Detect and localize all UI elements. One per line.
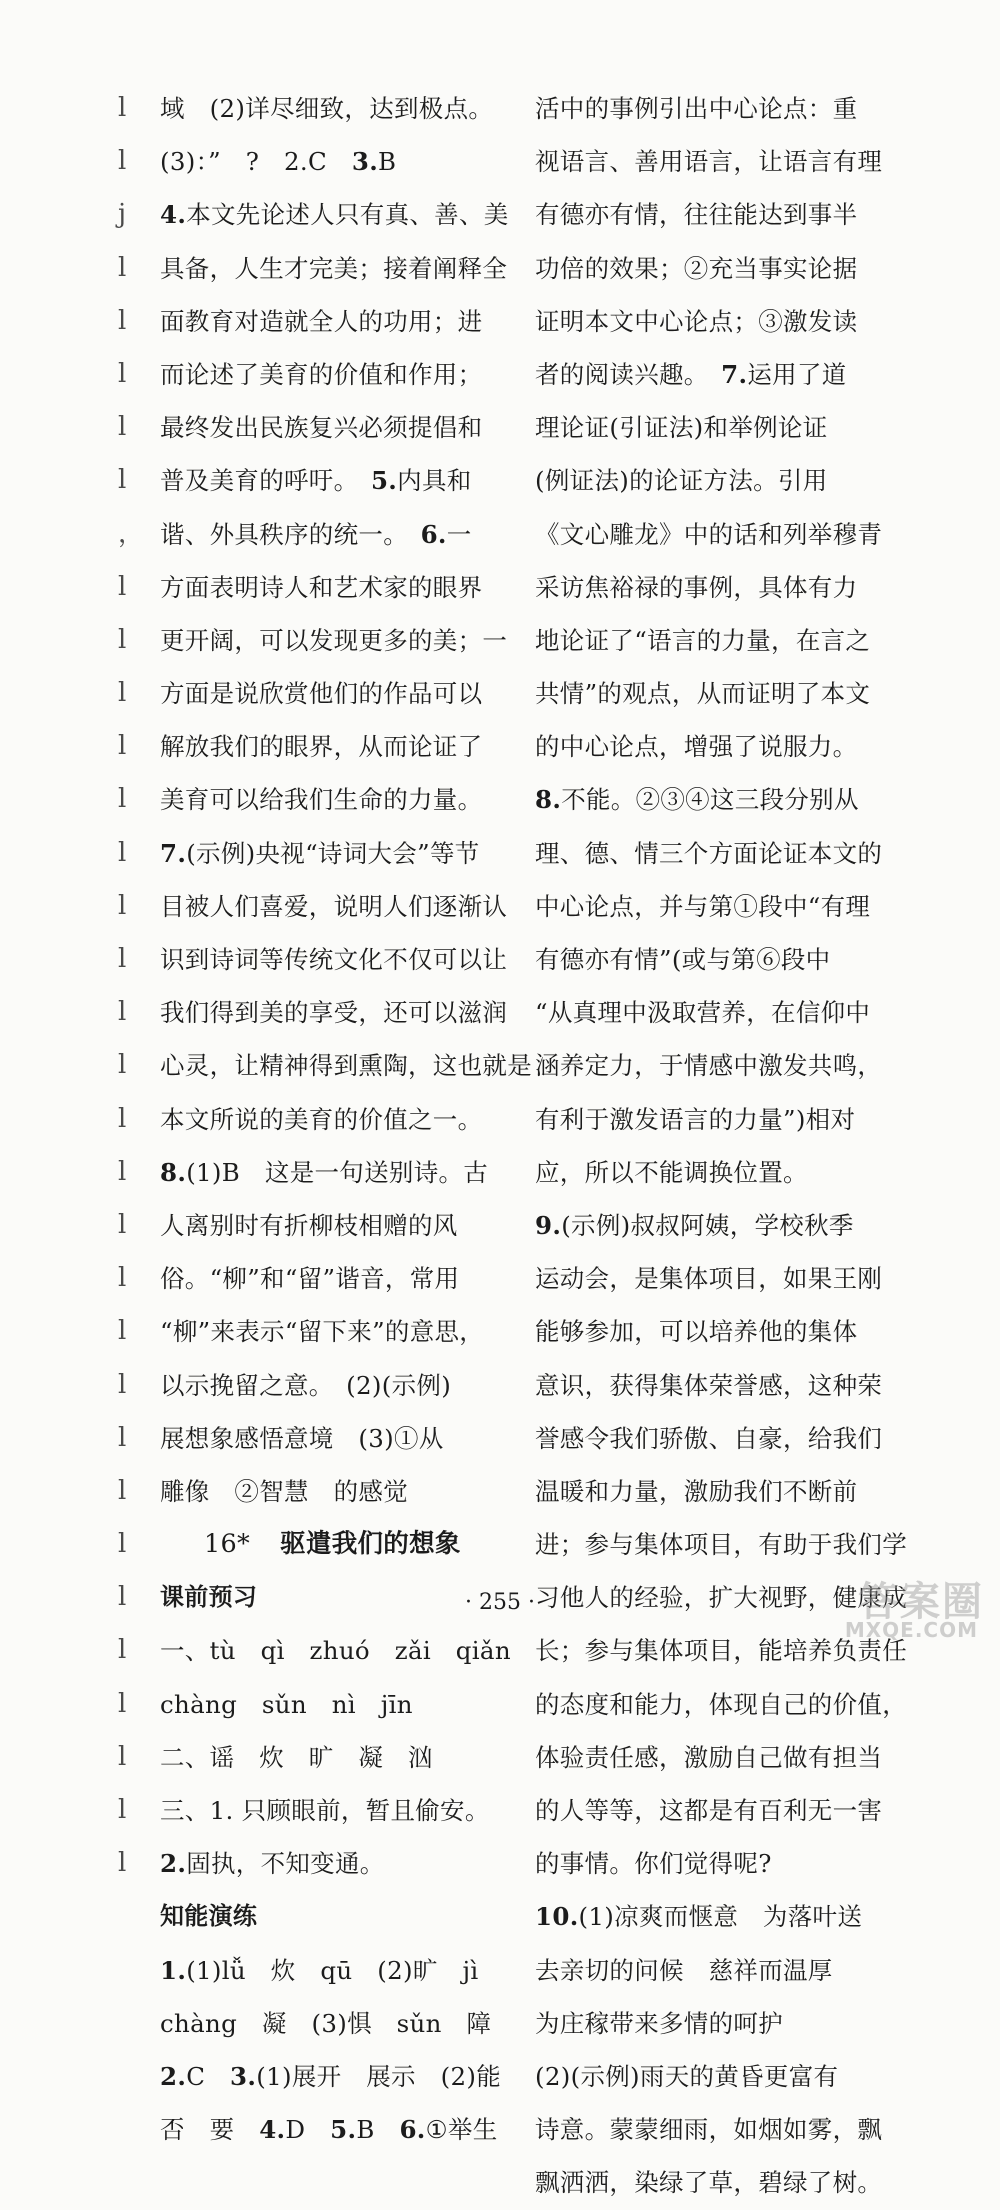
right-line [535,614,870,667]
line-text: 进；参与集体项目，有助于我们学 [535,1530,907,1560]
watermark-logo [828,1570,988,1650]
line-text: B [378,147,397,177]
line-text: 者的阅读兴趣。 [535,359,722,389]
gutter-fragment: l [118,784,127,815]
practice-heading: 知能演练 [160,1902,258,1931]
preview-last-text: 固执，不知变通。 [186,1849,385,1879]
gutter-fragment: l [118,1209,127,1240]
left-line [160,614,508,667]
line-text: chàng 凝 (3)惧 sǔn 障 [160,2008,492,2038]
left-line [160,1199,500,1252]
line-text: 《文心雕龙》中的话和列举穆青 [535,519,883,549]
left-line [160,1039,532,1092]
gutter-fragment: l [118,1422,127,1453]
line-text: 长；参与集体项目，能培养负责任 [535,1636,907,1666]
gutter-fragment: l [118,146,127,177]
right-line [535,1199,870,1252]
line-text: (1)lǚ 炊 qū (2)旷 jì [186,1955,479,1985]
line-text: 以示挽留之意。 (2)(示例) [160,1370,452,1400]
watermark-text: 答案圈 [858,1579,984,1625]
gutter-fragment: l [118,1475,127,1506]
right-line [535,1944,870,1997]
item-number: 4. [160,200,187,230]
line-text: 面教育对造就全人的功用；进 [160,306,483,336]
line-text: (示例)央视“诗词大会”等节 [186,838,480,868]
left-line [160,827,500,880]
gutter-fragment: l [118,93,127,123]
gutter-fragment: l [118,1582,127,1613]
preview-line [160,1731,500,1784]
left-line [160,1465,500,1518]
left-line [160,508,500,561]
right-line [535,933,870,986]
left-line [160,933,508,986]
line-text: 诗意。蒙蒙细雨，如烟如雾，飘 [535,2115,883,2145]
line-text: 活中的事例引出中心论点：重 [535,94,858,123]
right-line [535,880,870,933]
item-number: 7. [721,359,748,389]
line-text: 一 [446,519,472,549]
right-line [535,454,870,507]
preview-line [160,1678,500,1731]
line-text: chàng sǔn nì jīn [160,1689,413,1719]
right-line [535,773,870,826]
right-line [535,2156,883,2209]
right-line [535,667,870,720]
line-text: 体验责任感，激励自己做有担当 [535,1742,883,1772]
line-text: 地论证了“语言的力量，在言之 [535,625,871,655]
line-text: 理论证(引证法)和举例论证 [535,413,828,443]
gutter-fragment: l [118,465,127,496]
line-text: C [186,2061,231,2091]
left-line [160,986,508,1039]
item-number: 5. [330,2115,357,2145]
left-line [160,1252,500,1305]
right-line [535,242,870,295]
right-line [535,827,883,880]
item-number: 9. [535,1210,562,1240]
preview-lines [160,1624,511,1837]
gutter-fragment: l [118,1156,127,1187]
left-line [160,1359,500,1412]
line-text: D [285,2115,331,2145]
line-text: 内具和 [397,466,472,496]
item-number: 6. [420,519,447,549]
gutter-fragment: l [118,1848,127,1879]
gutter-fragment: l [118,1741,127,1772]
binding-gutter-fragments [118,82,144,1890]
line-text: 有德亦有情，往往能达到事半 [535,200,858,230]
right-line [535,135,883,188]
line-text: 三、1. 只顾眼前，暂且偷安。 [160,1796,490,1825]
gutter-fragment: l [118,997,127,1028]
gutter-fragment: l [118,305,127,336]
gutter-fragment: l [118,624,127,655]
line-text: 能够参加，可以培养他的集体 [535,1317,858,1347]
right-column [535,82,907,2210]
gutter-fragment: l [118,1529,127,1560]
gutter-fragment: l [118,1795,127,1825]
line-text: 采访焦裕禄的事例，具体有力 [535,572,858,602]
line-text: 有德亦有情”(或与第⑥段中 [535,945,831,974]
line-text: 俗。“柳”和“留”谐音，常用 [160,1264,460,1294]
left-line [160,348,500,401]
line-text: 我们得到美的享受，还可以滋润 [160,998,508,1028]
gutter-fragment: l [118,1635,127,1666]
gutter-fragment: l [118,358,127,389]
left-line [160,1412,500,1465]
line-text: 而论述了美育的价值和作用； [160,359,483,389]
left-line [160,720,500,773]
line-text: 去亲切的问候 慈祥而温厚 [535,1955,833,1985]
line-text: 中心论点，并与第①段中“有理 [535,891,871,921]
right-line [535,1678,907,1731]
line-text: 共情”的观点，从而证明了本文 [535,679,871,709]
line-text: (3)：” ? 2.C [160,147,352,177]
item-number: 2. [160,2061,187,2091]
right-line [535,1837,870,1890]
line-text: 谐、外具秩序的统一。 [160,519,421,549]
line-text: 的中心论点，增强了说服力。 [535,732,858,762]
line-text: 雕像 ②智慧 的感觉 [160,1476,408,1506]
practice-line [160,1997,500,2050]
line-text: ①举生 [425,2115,498,2145]
item-number: 2. [160,1849,187,1879]
item-number: 3. [230,2061,257,2091]
line-text: 域 (2)详尽细致，达到极点。 [160,94,494,123]
right-line [535,188,870,241]
line-text: 方面是说欣赏他们的作品可以 [160,679,483,709]
line-text: (示例)叔叔阿姨，学校秋季 [561,1210,854,1240]
gutter-fragment: l [118,1103,127,1134]
left-line [160,667,500,720]
left-line [160,82,500,135]
right-line [535,2103,883,2156]
line-text: 最终发出民族复兴必须提倡和 [160,413,483,443]
right-line [535,401,870,454]
line-text: 一、tù qì zhuó zǎi qiǎn [160,1636,511,1666]
right-line [535,1890,870,1943]
page-number: · 255 · [465,1590,535,1615]
line-text: 习他人的经验，扩大视野，健康成 [535,1583,907,1613]
right-line [535,1412,883,1465]
right-line [535,1465,870,1518]
left-line [160,773,500,826]
item-number: 8. [160,1157,187,1187]
preview-line [160,1784,500,1837]
left-answer-lines [160,82,532,1518]
practice-line [160,2050,500,2103]
gutter-fragment: l [118,837,127,868]
line-text: 本文先论述人只有真、善、美 [186,200,509,230]
line-text: 誉感令我们骄傲、自豪，给我们 [535,1423,883,1453]
right-line [535,1305,870,1358]
item-number: 3. [351,147,379,177]
left-line [160,1146,500,1199]
item-number: 1. [160,1955,187,1985]
line-text: 的人等等，这都是有百利无一害 [535,1796,883,1825]
right-line [535,720,870,773]
item-number: 5. [370,466,398,496]
line-text: 运动会，是集体项目，如果王刚 [535,1264,883,1294]
gutter-fragment: l [118,944,127,974]
right-line [535,1731,883,1784]
line-text: 本文所说的美育的价值之一。 [160,1104,483,1134]
line-text: (1)凉爽而惬意 为落叶送 [578,1902,863,1932]
left-line [160,1093,500,1146]
right-line [535,1784,883,1837]
line-text: 的态度和能力，体现自己的价值， [535,1689,907,1719]
left-column [160,82,532,2156]
line-text: 美育可以给我们生命的力量。 [160,785,483,815]
gutter-fragment: l [118,252,127,283]
line-text: 功倍的效果；②充当事实论据 [535,253,858,283]
gutter-fragment: l [118,1369,127,1400]
line-text: 解放我们的眼界，从而论证了 [160,732,483,762]
line-text: 否 要 [160,2115,260,2145]
gutter-fragment: l [118,890,127,921]
right-line [535,295,870,348]
line-text: 普及美育的呼吁。 [160,466,371,496]
line-text: 目被人们喜爱，说明人们逐渐认 [160,891,508,921]
right-line [535,1518,907,1571]
gutter-fragment: l [118,571,127,602]
line-text: (1)B 这是一句送别诗。古 [186,1157,489,1187]
item-number: 7. [160,838,187,868]
line-text: 展想象感悟意境 (3)①从 [160,1423,444,1453]
line-text: 的事情。你们觉得呢? [535,1849,772,1879]
right-line [535,2050,870,2103]
section-title-text: 驱遣我们的想象 [280,1529,461,1560]
line-text: B [356,2115,400,2145]
practice-line [160,1944,500,1997]
left-line [160,295,500,348]
line-text: 理、德、情三个方面论证本文的 [535,838,883,868]
line-text: (例证法)的论证方法。引用 [535,466,828,496]
left-line [160,188,509,241]
right-line [535,986,870,1039]
line-text: 具备，人生才完美；接着阐释全 [160,253,508,283]
gutter-fragment: ， [118,518,145,549]
line-text: “柳”来表示“留下来”的意思， [160,1317,485,1347]
line-text: 识到诗词等传统文化不仅可以让 [160,945,508,974]
line-text: (1)展开 展示 (2)能 [256,2061,502,2091]
line-text: “从真理中汲取营养，在信仰中 [535,998,871,1028]
gutter-fragment: l [118,731,127,762]
preview-last-line [160,1837,500,1890]
line-text: 不能。②③④这三段分别从 [561,785,859,815]
right-line [535,82,870,135]
preview-heading: 课前预习 [160,1583,258,1612]
left-line [160,242,508,295]
gutter-fragment: l [118,1050,127,1081]
line-text: (2)(示例)雨天的黄昏更富有 [535,2061,839,2091]
section-number: 16* [204,1529,251,1560]
gutter-fragment: l [118,1263,127,1294]
gutter-fragment: l [118,1316,127,1347]
left-line [160,135,500,188]
line-text: 意识，获得集体荣誉感，这种荣 [535,1370,883,1400]
section-title [160,1518,500,1571]
right-line [535,1252,883,1305]
left-line [160,561,500,614]
right-line [535,508,883,561]
left-line [160,880,508,933]
item-number: 4. [259,2115,286,2145]
gutter-fragment: l [118,678,127,709]
gutter-fragment: l [118,1688,127,1719]
line-text: 方面表明诗人和艺术家的眼界 [160,572,483,602]
line-text: 二、谣 炊 旷 凝 汹 [160,1742,433,1772]
right-line [535,1093,870,1146]
line-text: 证明本文中心论点；③激发读 [535,306,858,336]
line-text: 应，所以不能调换位置。 [535,1157,808,1187]
line-text: 更开阔，可以发现更多的美；一 [160,625,508,655]
watermark-url: MXQE.COM [844,1618,978,1642]
line-text: 涵养定力，于情感中激发共鸣， [535,1051,883,1081]
right-line [535,1359,883,1412]
right-line [535,1039,883,1092]
preview-line [160,1624,511,1677]
left-line [160,1305,500,1358]
right-line [535,1624,907,1677]
gutter-fragment: j [118,199,127,230]
item-number: 6. [399,2115,426,2145]
left-line [160,454,500,507]
practice-lines [160,1944,500,2157]
line-text: 温暖和力量，激励我们不断前 [535,1476,858,1506]
item-number: 10. [535,1902,579,1932]
left-line [160,401,500,454]
line-text: 为庄稼带来多情的呵护 [535,2008,783,2038]
line-text: 运用了道 [747,359,847,389]
line-text: 心灵，让精神得到熏陶，这也就是 [160,1051,532,1081]
gutter-fragment: l [118,412,127,443]
line-text: 视语言、善用语言，让语言有理 [535,147,883,177]
item-number: 8. [535,785,562,815]
line-text: 飘洒洒，染绿了草，碧绿了树。 [535,2168,883,2198]
right-line [535,1997,870,2050]
right-line [535,1146,870,1199]
practice-line [160,2103,500,2156]
right-line [535,348,870,401]
line-text: 有利于激发语言的力量”)相对 [535,1104,856,1134]
line-text: 人离别时有折柳枝相赠的风 [160,1210,458,1240]
right-line [535,561,870,614]
